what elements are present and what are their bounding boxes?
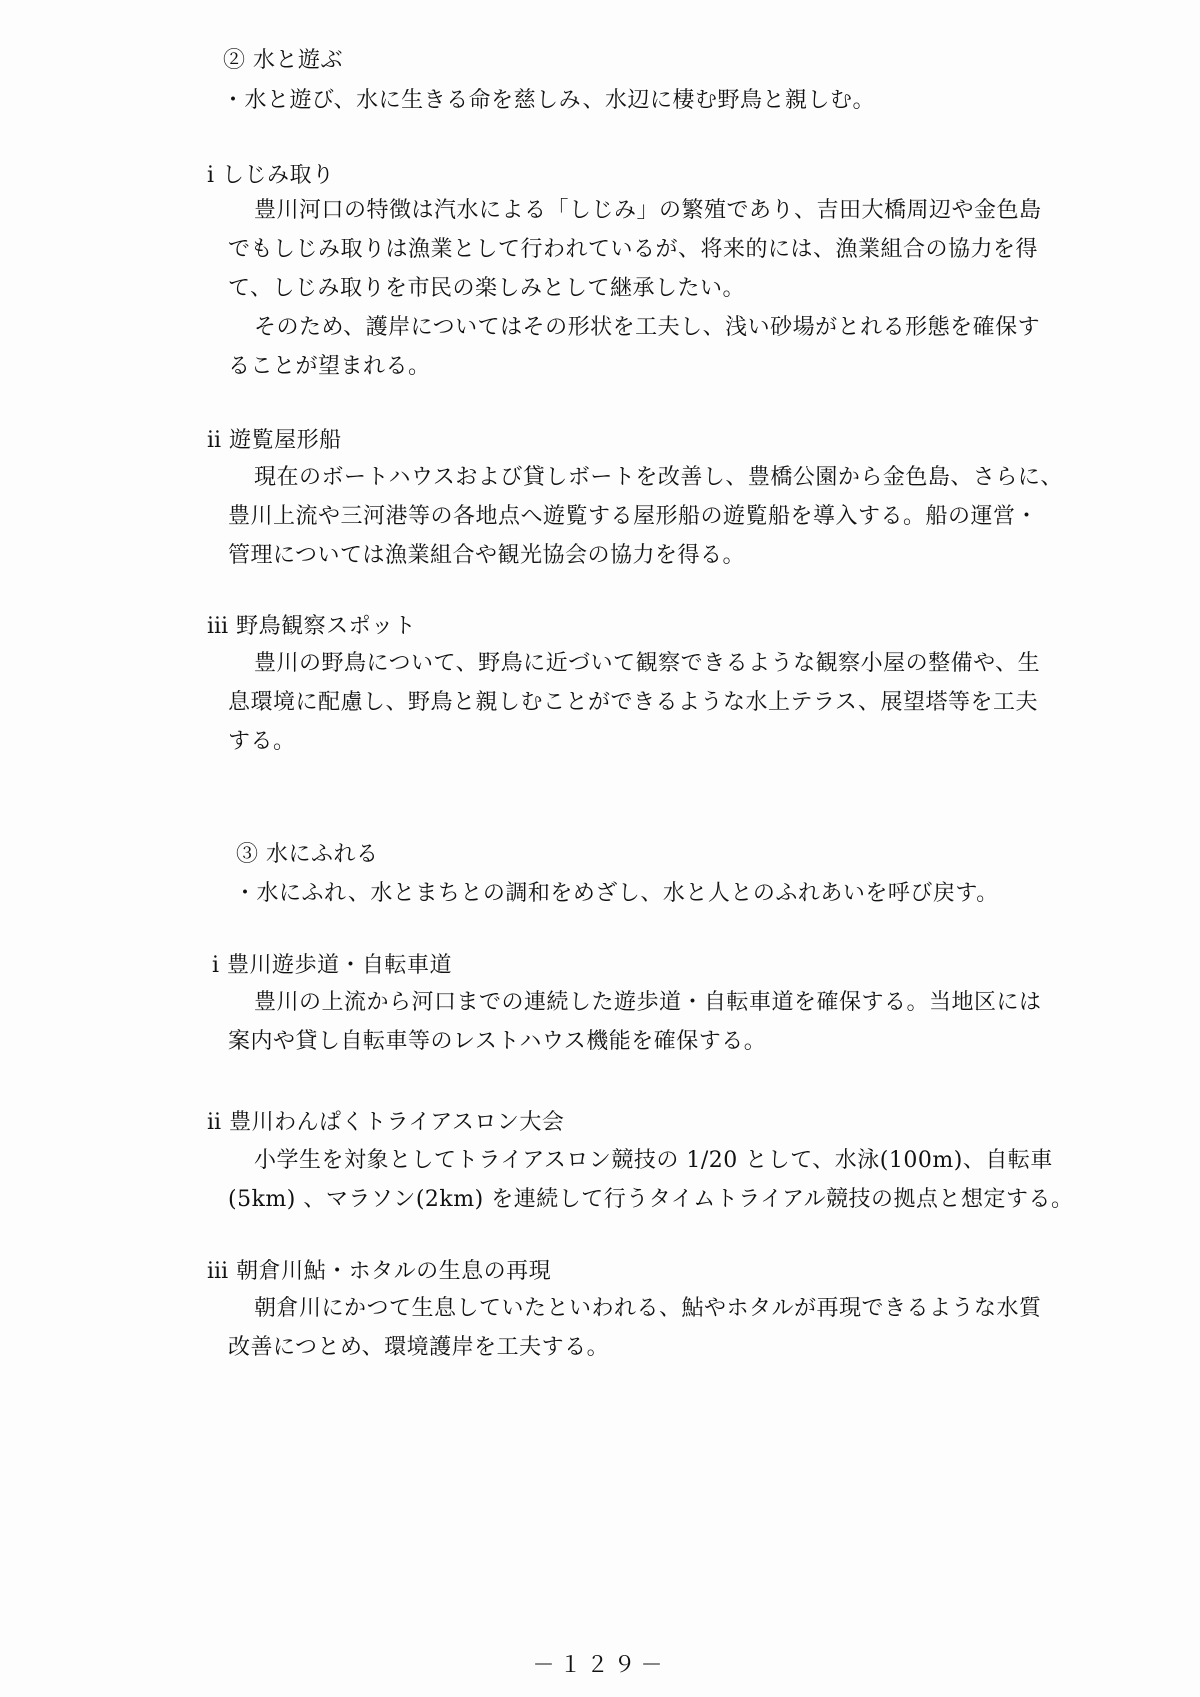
- page-number: －１２９－: [532, 1653, 668, 1678]
- paragraph-line: 息環境に配慮し、野鳥と親しむことができるような水上テラス、展望塔等を工夫: [228, 690, 1039, 715]
- item-title: ⅰ しじみ取り: [207, 163, 335, 188]
- section-summary: ・水にふれ、水とまちとの調和をめざし、水と人とのふれあいを呼び戻す。: [234, 881, 999, 906]
- paragraph-line: ることが望まれる。: [228, 354, 431, 379]
- section-heading: ② 水と遊ぶ: [223, 48, 343, 73]
- section-heading: ③ 水にふれる: [236, 842, 379, 867]
- paragraph-line: 豊川の上流から河口までの連続した遊歩道・自転車道を確保する。当地区には: [254, 990, 1042, 1015]
- paragraph-line: 現在のボートハウスおよび貸しボートを改善し、豊橋公園から金色島、さらに、: [254, 465, 1063, 490]
- paragraph-line: そのため、護岸についてはその形状を工夫し、浅い砂場がとれる形態を確保す: [254, 315, 1041, 340]
- paragraph-line: する。: [228, 729, 296, 754]
- paragraph-line: 豊川河口の特徴は汽水による「しじみ」の繁殖であり、吉田大橋周辺や金色島: [254, 198, 1042, 223]
- section-summary: ・水と遊び、水に生きる命を慈しみ、水辺に棲む野鳥と親しむ。: [222, 88, 875, 113]
- paragraph-line: 管理については漁業組合や観光協会の協力を得る。: [228, 543, 746, 568]
- paragraph-line: 豊川上流や三河港等の各地点へ遊覧する屋形船の遊覧船を導入する。船の運営・: [228, 504, 1039, 529]
- paragraph-line: (5km) 、マラソン(2km) を連続して行うタイムトライアル競技の拠点と想定する。: [228, 1187, 1074, 1212]
- paragraph-line: でもしじみ取りは漁業として行われているが、将来的には、漁業組合の協力を得: [228, 237, 1039, 262]
- paragraph-line: 豊川の野鳥について、野鳥に近づいて観察できるような観察小屋の整備や、生: [254, 651, 1041, 676]
- paragraph-line: 改善につとめ、環境護岸を工夫する。: [228, 1335, 610, 1360]
- item-title: ⅱ 遊覧屋形船: [207, 428, 342, 453]
- paragraph-line: 案内や貸し自転車等のレストハウス機能を確保する。: [228, 1029, 767, 1054]
- item-title: ⅲ 朝倉川鮎・ホタルの生息の再現: [207, 1259, 552, 1284]
- paragraph-line: て、しじみ取りを市民の楽しみとして継承したい。: [228, 276, 746, 301]
- paragraph-line: 朝倉川にかつて生息していたといわれる、鮎やホタルが再現できるような水質: [254, 1296, 1042, 1321]
- item-title: ⅰ 豊川遊歩道・自転車道: [212, 953, 453, 978]
- paragraph-line: 小学生を対象としてトライアスロン競技の 1/20 として、水泳(100m)、自転車: [254, 1148, 1053, 1173]
- item-title: ⅲ 野鳥観察スポット: [207, 614, 417, 639]
- item-title: ⅱ 豊川わんぱくトライアスロン大会: [207, 1110, 565, 1135]
